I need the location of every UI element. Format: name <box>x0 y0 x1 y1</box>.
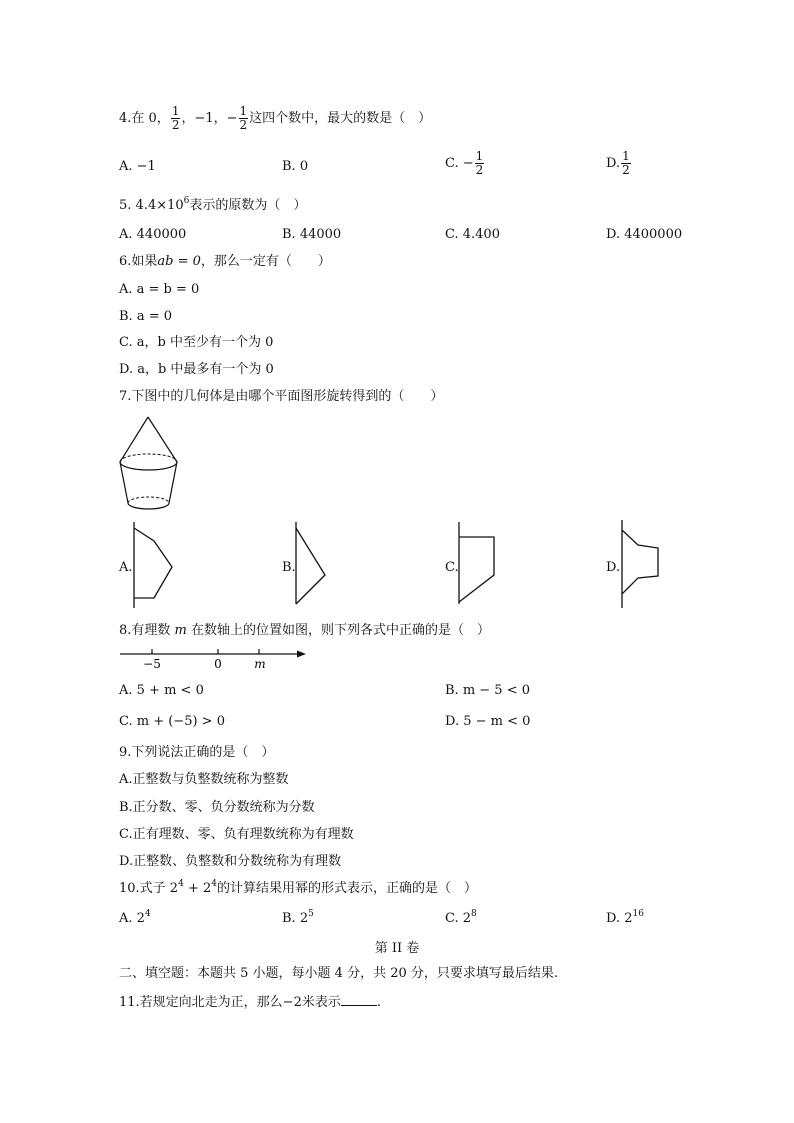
q10-option-c-base: C. 2 <box>445 911 472 926</box>
q4-option-c[interactable] <box>445 150 485 177</box>
q10-option-d[interactable] <box>606 910 644 928</box>
q11-prefix: 11.若规定向北走为正，那么−2米表示 <box>119 995 341 1010</box>
axis-label-0: 0 <box>214 657 222 671</box>
q5-prefix: 5. 4.4×10 <box>119 198 184 213</box>
fraction <box>475 150 485 177</box>
axis-label-neg5: −5 <box>143 657 161 671</box>
number-line <box>118 646 318 674</box>
q5-option-a[interactable]: A. 440000 <box>119 227 187 242</box>
q6-prefix: 6.如果 <box>119 254 158 269</box>
q7-option-c-shape[interactable] <box>455 520 505 610</box>
question-4-stem <box>119 105 431 132</box>
question-8-stem <box>119 622 490 640</box>
q10-option-c[interactable] <box>445 910 477 928</box>
q7-option-d-shape[interactable] <box>618 518 668 613</box>
q10-option-b-exponent: 5 <box>308 909 314 919</box>
q10-option-a[interactable] <box>119 910 151 928</box>
q10-option-c-exponent: 8 <box>471 909 477 919</box>
fraction-numerator: 1 <box>239 104 248 118</box>
q10-plus: + 2 <box>183 881 212 896</box>
question-9-stem: 9.下列说法正确的是（ ） <box>119 745 275 760</box>
q6-option-b[interactable]: B. a = 0 <box>119 309 172 324</box>
fraction-numerator: 1 <box>622 149 630 163</box>
q8-variable: m <box>174 623 187 638</box>
question-6-stem <box>119 253 331 271</box>
q8-option-c[interactable]: C. m + (−5) > 0 <box>119 714 225 729</box>
q9-option-c[interactable]: C.正有理数、零、负有理数统称为有理数 <box>119 827 354 842</box>
q6-expression: ab = 0 <box>157 254 201 269</box>
q5-suffix: 表示的原数为（ ） <box>189 198 307 213</box>
fraction-denominator: 2 <box>239 118 248 132</box>
q6-suffix: ，那么一定有（ ） <box>200 254 331 269</box>
q6-option-d[interactable]: D. a，b 中最多有一个为 0 <box>119 362 274 377</box>
q10-exponent-2: 4 <box>211 879 217 889</box>
q10-option-a-exponent: 4 <box>144 909 151 919</box>
question-7-stem: 7.下图中的几何体是由哪个平面图形旋转得到的（ ） <box>119 389 444 404</box>
q4-prefix: 4.在 0， <box>119 111 170 126</box>
q4-option-c-prefix: C. − <box>445 156 474 171</box>
q4-option-d-prefix: D. <box>606 156 621 171</box>
q6-option-a[interactable]: A. a = b = 0 <box>119 282 200 297</box>
q5-option-d[interactable]: D. 4400000 <box>606 227 683 242</box>
q8-suffix: 在数轴上的位置如图，则下列各式中正确的是（ ） <box>191 623 491 638</box>
section-title: 第 II 卷 <box>374 941 420 956</box>
q9-option-d[interactable]: D.正整数、负整数和分数统称为有理数 <box>119 854 342 869</box>
fraction-denominator: 2 <box>475 163 484 177</box>
q7-option-d-label[interactable]: D. <box>606 560 621 575</box>
q5-option-c[interactable]: C. 4.400 <box>445 227 500 242</box>
q10-prefix: 10.式子 2 <box>119 881 179 896</box>
q8-option-a[interactable]: A. 5 + m < 0 <box>119 683 204 698</box>
q10-option-d-exponent: 16 <box>632 909 644 919</box>
fraction <box>621 150 631 177</box>
q11-suffix: . <box>376 995 381 1010</box>
fraction-half <box>171 105 181 132</box>
q10-suffix: 的计算结果用幂的形式表示，正确的是（ ） <box>216 881 477 896</box>
q8-option-b[interactable]: B. m − 5 < 0 <box>445 683 531 698</box>
fraction-neg-half <box>239 105 249 132</box>
q7-option-a-label[interactable]: A. <box>119 560 133 575</box>
q7-option-b-shape[interactable] <box>292 520 342 610</box>
q10-option-d-base: D. 2 <box>606 911 633 926</box>
q9-option-a[interactable]: A.正整数与负整数统称为整数 <box>119 772 289 787</box>
q10-option-b-base: B. 2 <box>282 911 309 926</box>
q10-exponent-1: 4 <box>178 879 184 889</box>
q4-option-b[interactable]: B. 0 <box>282 159 309 174</box>
answer-blank[interactable] <box>341 993 377 1006</box>
q5-exponent: 6 <box>183 196 190 206</box>
question-10-stem <box>119 880 477 898</box>
q7-option-c-label[interactable]: C. <box>445 560 459 575</box>
q4-option-a[interactable]: A. −1 <box>119 159 156 174</box>
q6-option-c[interactable]: C. a，b 中至少有一个为 0 <box>119 335 274 350</box>
q4-mid: ，−1，− <box>181 111 238 126</box>
solid-figure <box>115 415 195 515</box>
axis-label-m: m <box>254 657 266 671</box>
q8-prefix: 8.有理数 <box>119 623 171 638</box>
question-11-stem <box>119 993 381 1012</box>
q10-option-a-base: A. 2 <box>119 911 145 926</box>
section-heading: 二、填空题：本题共 5 小题，每小题 4 分，共 20 分，只要求填写最后结果. <box>119 966 559 981</box>
q4-option-d[interactable] <box>606 150 632 177</box>
q9-option-b[interactable]: B.正分数、零、负分数统称为分数 <box>119 800 315 815</box>
question-5-stem <box>119 197 306 215</box>
fraction-numerator: 1 <box>475 149 484 163</box>
q7-option-b-label[interactable]: B. <box>282 560 296 575</box>
fraction-denominator: 2 <box>171 118 180 132</box>
fraction-numerator: 1 <box>171 104 180 118</box>
q7-option-a-shape[interactable] <box>130 520 190 610</box>
q5-option-b[interactable]: B. 44000 <box>282 227 342 242</box>
q4-suffix: 这四个数中，最大的数是（ ） <box>249 111 432 126</box>
fraction-denominator: 2 <box>622 163 630 177</box>
q10-option-b[interactable] <box>282 910 314 928</box>
q8-option-d[interactable]: D. 5 − m < 0 <box>445 714 531 729</box>
